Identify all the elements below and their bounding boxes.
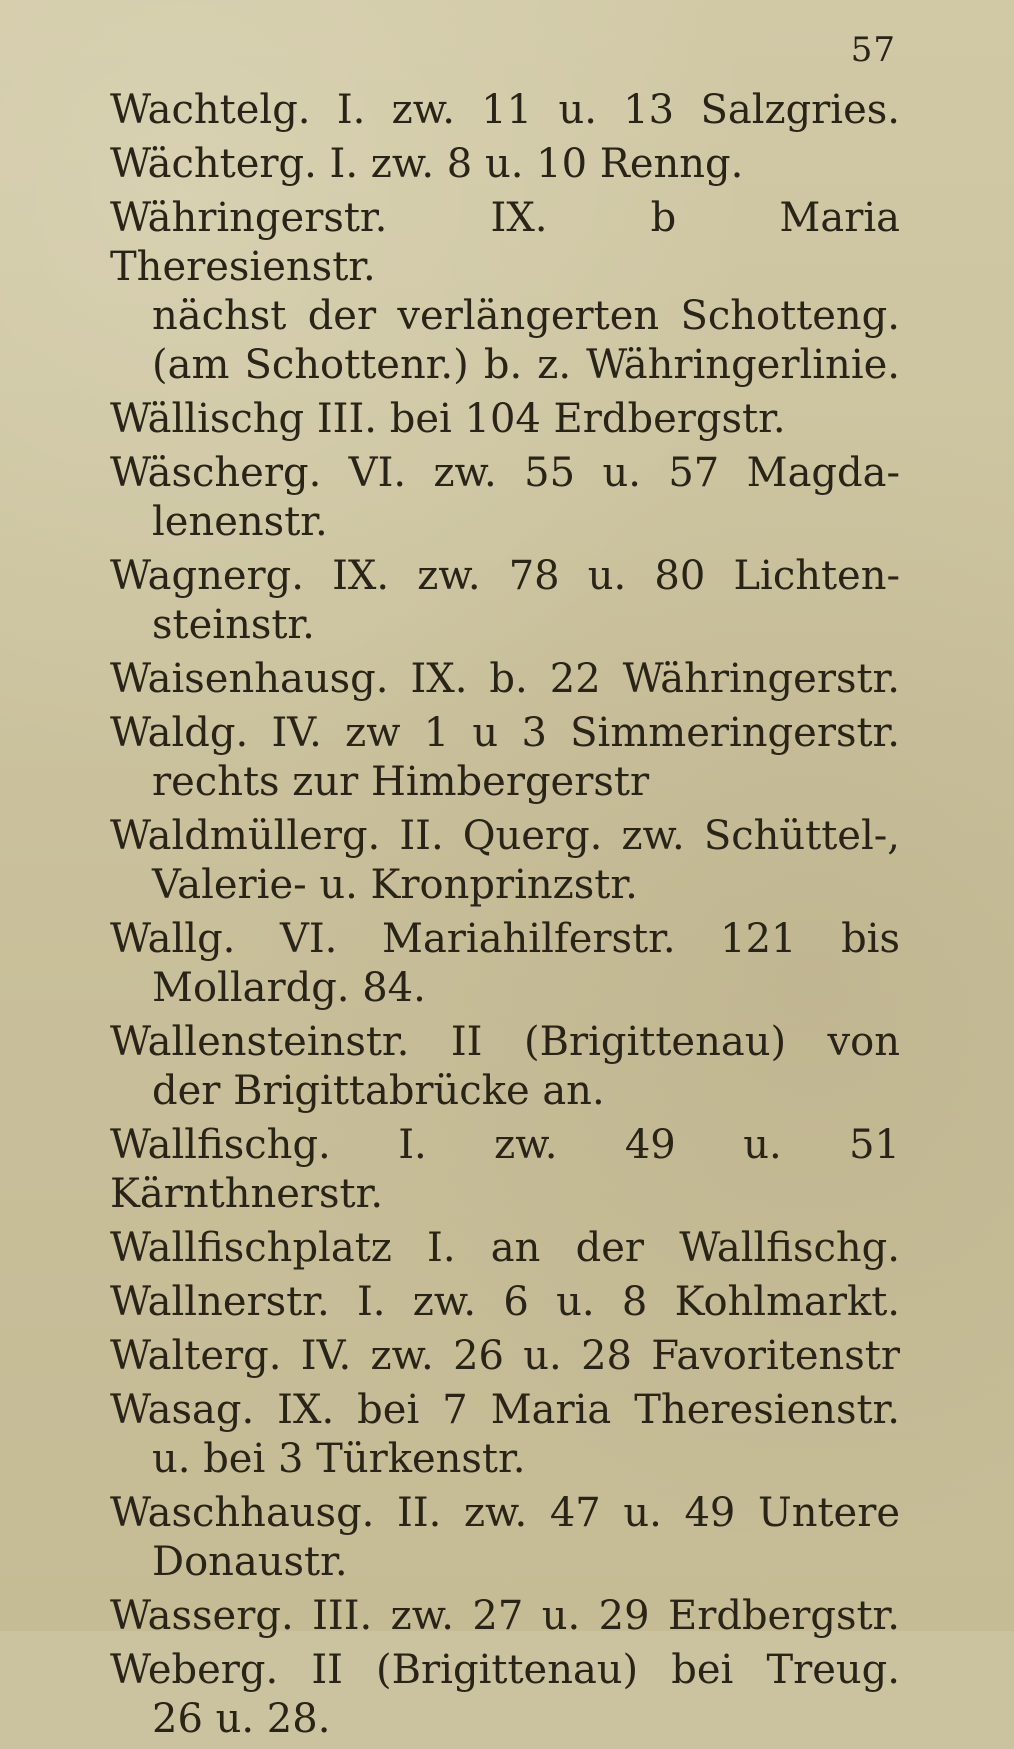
directory-entry (110, 1332, 900, 1381)
entry-line: Wallfischplatz I. an der Wallfischg. (110, 1225, 900, 1271)
entry-line: Wasserg. III. zw. 27 u. 29 Erdbergstr. (110, 1593, 900, 1639)
entry-continuation-line: der Brigittabrücke an. (152, 1068, 605, 1114)
entry-continuation-line: rechts zur Himbergerstr (152, 759, 650, 805)
entry-line: Wagnerg. IX. zw. 78 u. 80 Lichten- (110, 553, 900, 599)
entry-line: Wasag. IX. bei 7 Maria Theresienstr. (110, 1387, 900, 1433)
entry-continuation-line: Valerie- u. Kronprinzstr. (152, 862, 638, 908)
entry-line: Waldmüllerg. II. Querg. zw. Schüttel-, (110, 813, 900, 859)
directory-entry (110, 1646, 900, 1744)
directory-entry (110, 194, 900, 390)
entry-line: Wallfischg. I. zw. 49 u. 51 Kärnthnerstr. (110, 1122, 900, 1217)
directory-entry (110, 86, 900, 135)
directory-entry (110, 915, 900, 1013)
entry-line: Wallg. VI. Mariahilferstr. 121 bis (110, 916, 900, 962)
entry-continuation-line: steinstr. (152, 602, 315, 648)
directory-entry (110, 1121, 900, 1219)
entry-line: Waisenhausg. IX. b. 22 Währingerstr. (110, 656, 900, 702)
directory-entry (110, 709, 900, 807)
entry-line: Wällischg III. bei 104 Erdbergstr. (110, 396, 786, 442)
entry-line: Wallnerstr. I. zw. 6 u. 8 Kohlmarkt. (110, 1279, 900, 1325)
entry-continuation-line: (am Schottenr.) b. z. Währingerlinie. (152, 342, 900, 388)
entry-continuation-line: u. bei 3 Türkenstr. (152, 1436, 526, 1482)
street-directory-list (110, 86, 900, 1749)
entry-line: Wachtelg. I. zw. 11 u. 13 Salzgries. (110, 87, 900, 133)
directory-entry (110, 449, 900, 547)
page-number: 57 (850, 30, 896, 70)
entry-line: Walterg. IV. zw. 26 u. 28 Favoritenstr (110, 1333, 900, 1379)
entry-line: Währingerstr. IX. b Maria Theresienstr. (110, 195, 900, 290)
directory-entry (110, 655, 900, 704)
directory-entry (110, 812, 900, 910)
entry-continuation-line: 26 u. 28. (152, 1696, 331, 1742)
directory-entry (110, 1018, 900, 1116)
entry-line: Wallensteinstr. II (Brigittenau) von (110, 1019, 900, 1065)
entry-line: Wächterg. I. zw. 8 u. 10 Renng. (110, 141, 744, 187)
entry-continuation-line: Donaustr. (152, 1539, 348, 1585)
entry-line: Waschhausg. II. zw. 47 u. 49 Untere (110, 1490, 900, 1536)
entry-continuation-line: Mollardg. 84. (152, 965, 426, 1011)
entry-continuation-line: lenenstr. (152, 499, 328, 545)
directory-entry (110, 140, 900, 189)
directory-entry (110, 1489, 900, 1587)
entry-line: Wäscherg. VI. zw. 55 u. 57 Magda- (110, 450, 900, 496)
entry-line: Waldg. IV. zw 1 u 3 Simmeringerstr. (110, 710, 900, 756)
directory-entry (110, 395, 900, 444)
directory-entry (110, 1224, 900, 1273)
directory-entry (110, 552, 900, 650)
directory-entry (110, 1386, 900, 1484)
entry-line: Weberg. II (Brigittenau) bei Treug. (110, 1647, 900, 1693)
entry-continuation-line: nächst der verlängerten Schotteng. (152, 293, 900, 339)
directory-entry (110, 1278, 900, 1327)
directory-entry (110, 1592, 900, 1641)
